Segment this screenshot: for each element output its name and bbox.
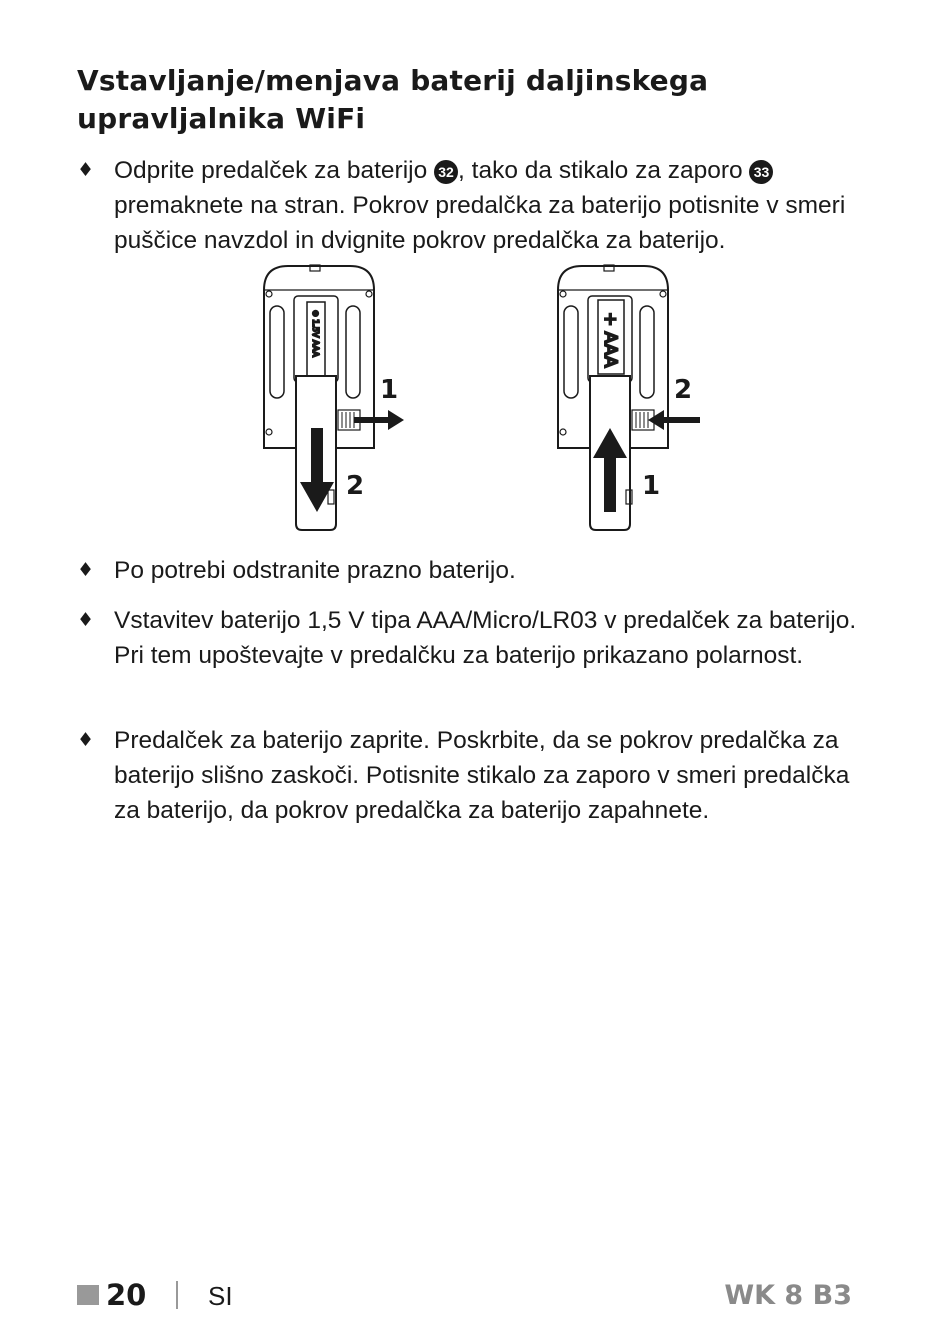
bullet-diamond-icon: ♦ — [77, 729, 95, 751]
svg-text:2: 2 — [674, 375, 693, 405]
list-item-text: Vstavitev baterijo 1,5 V tipa AAA/Micro/LR03 v predalček za baterijo. Pri tem upoštevajte v predalčku za baterijo prikazano polarnost. — [114, 607, 857, 669]
bullet-diamond-icon: ♦ — [77, 559, 95, 581]
list-item-text: Po potrebi odstranite prazno baterijo. — [114, 557, 516, 584]
section-heading: Vstavljanje/menjava baterij daljinskega upravljalnika WiFi — [77, 64, 709, 135]
bullet-diamond-icon: ♦ — [77, 159, 95, 181]
svg-text:+ AAA: + AAA — [600, 312, 620, 368]
svg-text:1: 1 — [380, 375, 399, 405]
battery-illustration — [250, 262, 710, 534]
svg-text:2: 2 — [346, 471, 365, 501]
reference-number-badge: 33 — [749, 160, 773, 184]
list-item-open-compartment — [77, 153, 857, 258]
list-item-text: Predalček za baterijo zaprite. Poskrbite, da se pokrov predalčka za baterijo slišno zaskoči. Potisnite stikalo za zaporo v smeri predalčka za baterijo, da pokrov predalčka za baterijo zapahnete. — [114, 727, 850, 824]
model-number: WK 8 B3 — [724, 1280, 852, 1311]
footer-marker — [77, 1285, 99, 1305]
list-item-insert-battery — [77, 603, 857, 673]
language-code: SI — [208, 1281, 233, 1311]
footer-divider — [176, 1281, 178, 1309]
svg-text:⊕ 1.5V AAA: ⊕ 1.5V AAA — [311, 310, 320, 357]
page-number: 20 — [106, 1278, 147, 1312]
list-item-text: Odprite predalček za baterijo 32 , tako da stikalo za zaporo 33 premaknete na stran. Pokrov predalčka za baterijo potisnite v smeri puščice navzdol in dvignite pokrov predalčka za baterijo. — [114, 157, 846, 254]
list-item-remove-battery — [77, 553, 857, 588]
svg-text:1: 1 — [642, 471, 661, 501]
list-item-close-compartment — [77, 723, 857, 828]
reference-number-badge: 32 — [434, 160, 458, 184]
bullet-diamond-icon: ♦ — [77, 609, 95, 631]
